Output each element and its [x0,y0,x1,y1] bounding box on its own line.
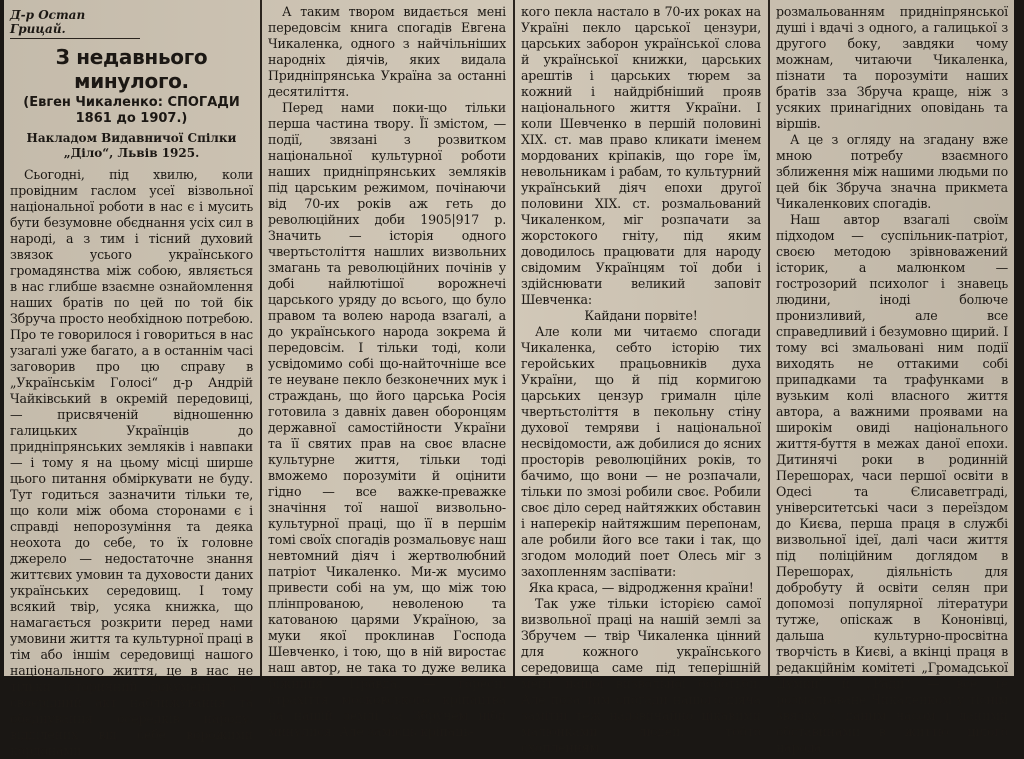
quote-line: Кайдани порвіте! [584,308,698,323]
newspaper-page [4,0,1014,758]
paragraph: Наш автор взагалі своїм підходом — суспільник-патріот, своєю методою зрівноважений історик, а малюнком — гострозорий психолог і знавець людини, іноді болюче пронизливий, але все справедливий і безумовно щирий. І тому всі змальовані ним події виходять не оттакими собі припадками та трафунками в вузьким колі власного життя автора, а важними проявами на широкім овиді національного життя-буття в межах даної епохи. Дитинячі роки в родинній Перешорах, часи першої освіти в Одесі та Єлисаветграді, університетські часи з переїздом до Києва, перша праця в службі визвольної ідеї, далі часи життя під поліційним доглядом в Перешорах, діяльність для добробуту й освіти селян при допомозі популярної літератури тутже, опіскаж в Кононівці, дальша культурно-просвітна творчість в Києві, а вкінці праця в редакційнім комітеті „Громадської Думки“ й „Ради“ — все те розмальоване Чикаленком у тіснім звязку з даним часом і даними обставинами в життю цілого народа. [776,212,1008,755]
quote-line: Яка краса, — відродження країни! [528,580,754,595]
paragraph: А це з огляду на згадану вже мною потребу взаємного зближення між нашими людьми по цей бік Збруча значна прикмета Чикаленкових спогадів. [776,132,1008,211]
article-subtitle [10,95,253,127]
paragraph: Перед нами поки-що тільки перша частина твору. Її змістом, — події, звязані з розвитком національної культурної роботи наших придніпрянських земляків під царським режимом, почінаючи від 70-их років аж геть до революційних доби 1905|917 р. Значить — історія одного чвертьстоліття нашлих визвольних змагань та революційних почінів у добі найлютішої ворожнечі царського уряду до всього, що було правом та волею народа взагалі, а до українського народа зокрема й передовсім. І тільки тоді, коли усвідомимо собі що-найточніше все те неуване пекло безконечних мук і страждань, що його царська Росія готовила з давніх давен оборонцям державної самостійности України та її святих прав на своє власне культурне життя, тільки тоді вможемо порозуміти й оцінити гідно — все важке-преважке значіння тої нашої визвольно-культурної праці, що її в першім томі своїх спогадів розмальовує наш невтомний діяч і жертволюбний патріот Чикаленко. Ми-ж мусимо привести собі на ум, що між тою плінпрованою, неволеною та катованою царями Україною, за муки якої проклинав Господа Шевченко, і тою, що в ній виростає наш автор, не така то дуже велика ріжниця. Правда, — горесні страхіття московського кріпацтва на нашій землі за Збручем ніби минулися. Але замісць кріпаць- [268,100,506,739]
article-author: Д-р Остап Грицай. [10,8,140,39]
column-4 [770,0,1014,755]
publisher-line: Накладом Видавничої Спілки „Діло“, Львів 1925. [26,131,237,160]
column-2 [262,0,512,739]
paragraph: розмальованням придніпрянської душі і вдачі з одного, а галицької з другого боку, завдяки чому можнам, читаючи Чикаленка, пізнати та порозуміти наших братів зза Збруча краще, ніж з усяких принагідних оповідань та віршів. [776,4,1008,131]
column-3 [515,0,767,755]
paragraph: кого пекла настало в 70-их роках на Україні пекло царської цензури, царських заборон української слова й української книжки, царських арештів і царських тюрем за кожний і найдрібніший прояв національного життя України. І коли Шевченко в першій половині XIX. ст. мав право кликати іменем мордованих кріпаків, що горе їм, невольникам і рабам, то культурний український діяч епохи другої половини XIX. ст. розмальований Чикаленком, міг розпачати за жорстокого гніту, під яким доводилось працювати для народу свідомим Українцям тої доби і здійснювати великий заповіт Шевченка: [521,4,761,307]
article-title: З недавнього минулого. [55,45,208,93]
paragraph: Так уже тільки історією самої визвольної праці на нашій землі за Збручем — твір Чикаленка цінний для кожного українського середовища саме під теперішній мент нашої визвольної боротьби. Але поза тим спогади нашого діяча замітні теж надзвичайно цікавими малюнками людей, тобто схопленням [521,596,761,755]
column-2-text [268,4,506,740]
subtitle-author: (Евген Чикаленко: [23,95,163,110]
paragraph: Сьогодні, під хвилю, коли провідним гаслом усеї візвольної національної роботи в нас є і мусить бути безумовне обєднання усіх сил в народі, а з тим і тісний духовий звязок усього українського громадянства між собою, являється в нас глибше взаємне ознайомлення наших братів по цей по той бік Збруча просто необхідною потребою. Про те говорилося і говориться в нас узагалі уже багато, а в останнім часі заговорив про цю справу в „Українськім Голосі“ д-р Андрій Чайківський в окремій передовиці, — присвяченій відношенню галицьких Українців до придніпрянських земляків і навпаки — і тому я на цьому місці ширше цього питання обміркувати не буду. Тут годиться зазначити тільки те, що коли між обома сторонами є і справді непорозуміння та деяка неохота до себе, то їх головне джерело — недостаточне знання життєвих умовин та духовости даних українських середовищ. І тому всякий твір, усяка книжка, що намагається розкрити перед нами умовини життя та культурної праці в тім або іншім середовищі нашого національного життя, це в нас не тільки історичний документ, а і своєрідний акт наближування та обєднування осередків народу, відділених від себе ворожими кордонами [10,167,254,758]
column-1-text [10,167,253,759]
column-3-text [521,4,761,756]
subtitle-rest: СПОГАДИ 1861 до 1907.) [75,95,240,126]
paragraph: Але коли ми читаємо спогади Чикаленка, себто історію тих геройських працьовників духа України, що й під кормигою царських цензур грималн ціле чвертьстоліття в пекольну стіну духової темряви і національної несвідомости, аж добилися до ясних просторів революційних років, то бачимо, що вони — не розпачали, тільки по змозі робили своє. Робили своє діло серед найтяжких обставин і наперекір найтяжшим перепонам, але робили його все таки і так, що згодом молодий поет Олесь міг з захопленням заспівати: [521,324,761,579]
column-1 [4,0,259,758]
column-4-text [776,4,1008,756]
paragraph: А таким твором видається мені передовсім книга спогадів Евгена Чикаленка, одного з найчільніших народніх діячів, яких видала Придніпрянська Україна за останні десятиліття. [268,4,506,99]
